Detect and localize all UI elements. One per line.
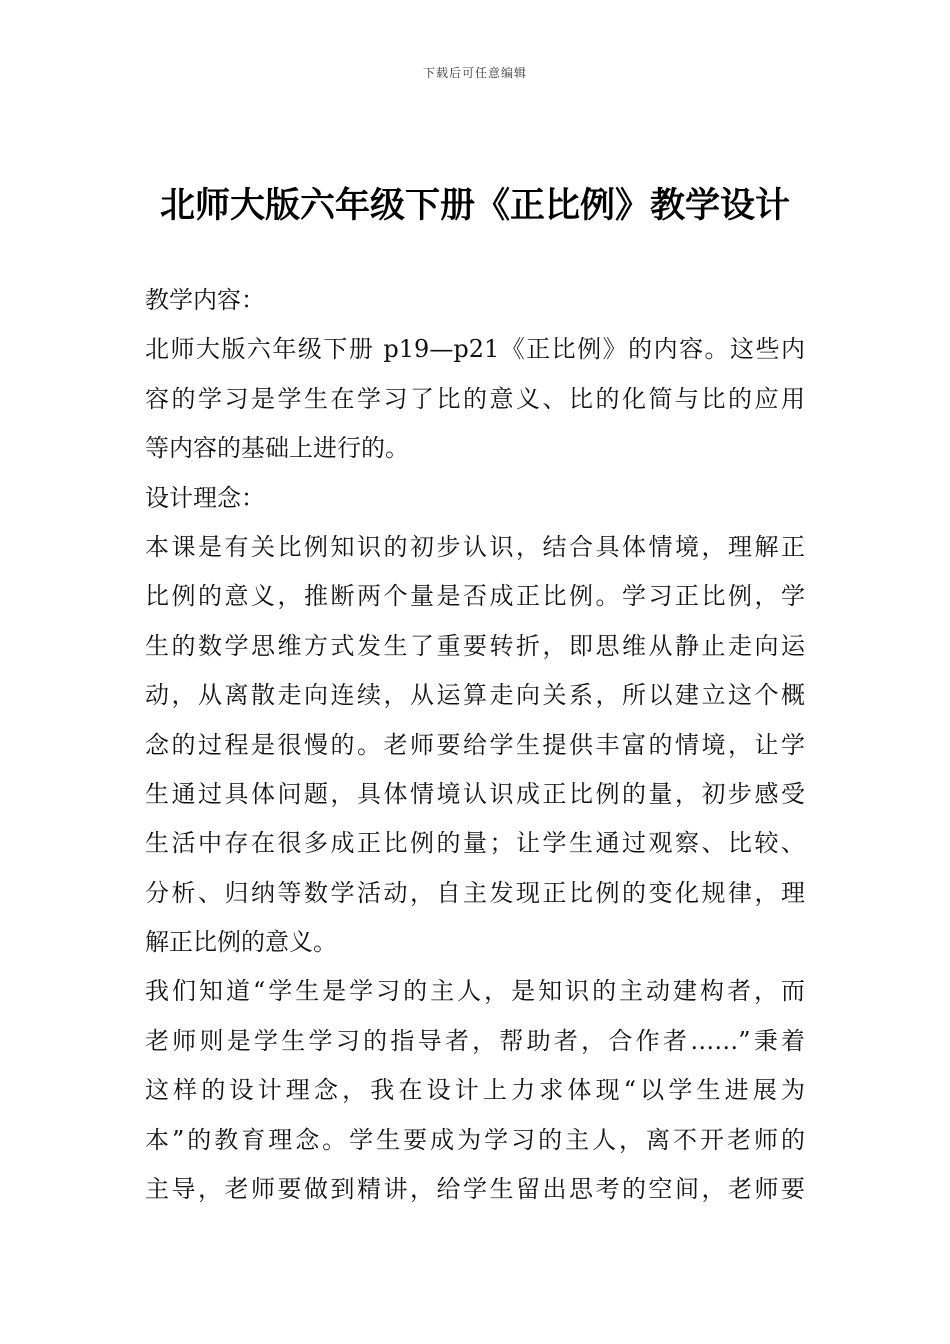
text-line: 容的学习是学生在学习了比的意义、比的化简与比的应用 <box>145 384 805 413</box>
text-line: 等内容的基础上进行的。 <box>145 434 409 463</box>
text-line: 本”的教育理念。学生要成为学习的主人，离不开老师的 <box>145 1125 805 1154</box>
text-line: 这样的设计理念，我在设计上力求体现“以学生进展为 <box>145 1076 805 1105</box>
text-line: 老师则是学生学习的指导者，帮助者，合作者……”秉着 <box>145 1026 805 1055</box>
text-line: 念的过程是很慢的。老师要给学生提供丰富的情境，让学 <box>145 730 805 759</box>
text-line: 北师大版六年级下册 p19—p21《正比例》的内容。这些内 <box>145 335 805 364</box>
text-line: 分析、归纳等数学活动，自主发现正比例的变化规律，理 <box>145 878 805 907</box>
text-line: 主导，老师要做到精讲，给学生留出思考的空间，老师要 <box>145 1175 805 1204</box>
text-line: 生活中存在很多成正比例的量；让学生通过观察、比较、 <box>145 829 805 858</box>
text-line: 解正比例的意义。 <box>145 928 337 957</box>
text-line: 生通过具体问题，具体情境认识成正比例的量，初步感受 <box>145 779 805 808</box>
page-header-note: 下载后可任意编辑 <box>422 66 527 80</box>
text-line: 生的数学思维方式发生了重要转折，即思维从静止走向运 <box>145 631 805 660</box>
text-line: 教学内容： <box>145 286 265 314</box>
text-line: 比例的意义，推断两个量是否成正比例。学习正比例，学 <box>145 582 805 611</box>
text-line: 本课是有关比例知识的初步认识，结合具体情境，理解正 <box>145 532 805 561</box>
text-line: 设计理念： <box>145 483 265 512</box>
document-body <box>145 276 805 1214</box>
document-title: 北师大版六年级下册《正比例》教学设计 <box>159 186 790 226</box>
text-line: 动，从离散走向连续，从运算走向关系，所以建立这个概 <box>145 681 805 710</box>
text-line: 我们知道“学生是学习的主人，是知识的主动建构者，而 <box>145 977 805 1006</box>
